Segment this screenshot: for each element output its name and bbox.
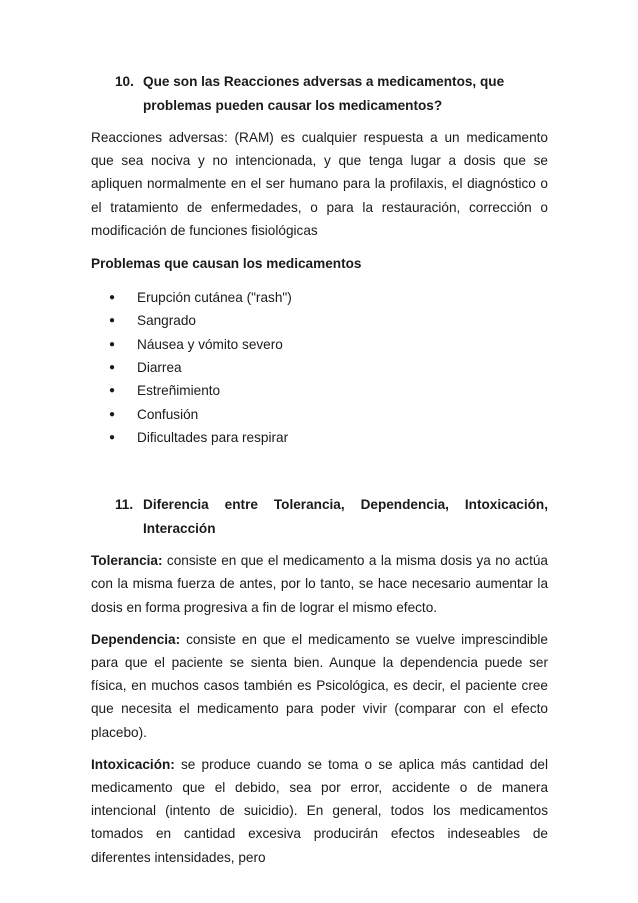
section-11-title-line1: Diferencia entre Tolerancia, Dependencia, Intoxicación, xyxy=(143,497,548,513)
section-10-number: 10. xyxy=(115,74,134,89)
adverse-reactions-definition: Reacciones adversas: (RAM) es cualquier respuesta a un medicamento que sea nociva y no intencionada, y que tenga lugar a dosis que se apliquen normalmente en el ser humano para la profilaxis, el diagnóstico o el tratamiento de enfermedades, o para la restauración, corrección o modificación de funciones fisiológicas xyxy=(91,130,548,238)
list-item: ● Estreñimiento xyxy=(91,379,548,402)
bullet-icon: ● xyxy=(109,385,116,397)
tolerancia-paragraph: Tolerancia: consiste en que el medicamento a la misma dosis ya no actúa con la misma fuerza de antes, por lo tanto, se hace necesario aumentar la dosis en forma progresiva a fin de lograr el mismo efecto. xyxy=(91,553,548,615)
intoxicacion-paragraph: Intoxicación: se produce cuando se toma o se aplica más cantidad del medicamento que el debido, sea por error, accidente o de manera intencional (intento de suicidio). En general, todos los medicamentos tomados en cantidad excesiva producirán efectos indeseables de diferentes intensidades, pero xyxy=(91,756,548,865)
bullet-icon: ● xyxy=(109,408,116,420)
dependencia-term: Dependencia: xyxy=(91,631,181,647)
list-item: ● Sangrado xyxy=(91,309,548,332)
section-10-heading xyxy=(115,70,548,118)
problems-subtitle: Problemas que causan los medicamentos xyxy=(91,256,362,272)
list-item: ● Erupción cutánea ("rash") xyxy=(91,286,548,309)
problems-list xyxy=(91,286,548,449)
bullet-icon: ● xyxy=(109,315,116,327)
section-11-title-line2: Interacción xyxy=(143,521,216,537)
bullet-icon: ● xyxy=(109,361,116,373)
bullet-icon: ● xyxy=(109,292,116,304)
list-item: ● Diarrea xyxy=(91,356,548,379)
list-item: ● Confusión xyxy=(91,403,548,426)
list-item: ● Dificultades para respirar xyxy=(91,426,548,449)
dependencia-paragraph: Dependencia: consiste en que el medicamento se vuelve imprescindible para que el paciente se sienta bien. Aunque la dependencia puede ser física, en muchos casos también es Psicológica, es decir, el paciente cree que necesita el medicamento para poder vivir (comparar con el efecto placebo). xyxy=(91,631,548,740)
bullet-icon: ● xyxy=(109,338,116,350)
section-11-heading xyxy=(115,493,548,541)
list-item: ● Náusea y vómito severo xyxy=(91,333,548,356)
section-10-title: Que son las Reacciones adversas a medicamentos, que problemas pueden causar los medicamentos? xyxy=(143,74,505,113)
bullet-icon: ● xyxy=(109,431,116,443)
section-11-number: 11. xyxy=(115,497,134,513)
tolerancia-term: Tolerancia: xyxy=(91,553,163,569)
intoxicacion-term: Intoxicación: xyxy=(91,756,175,772)
